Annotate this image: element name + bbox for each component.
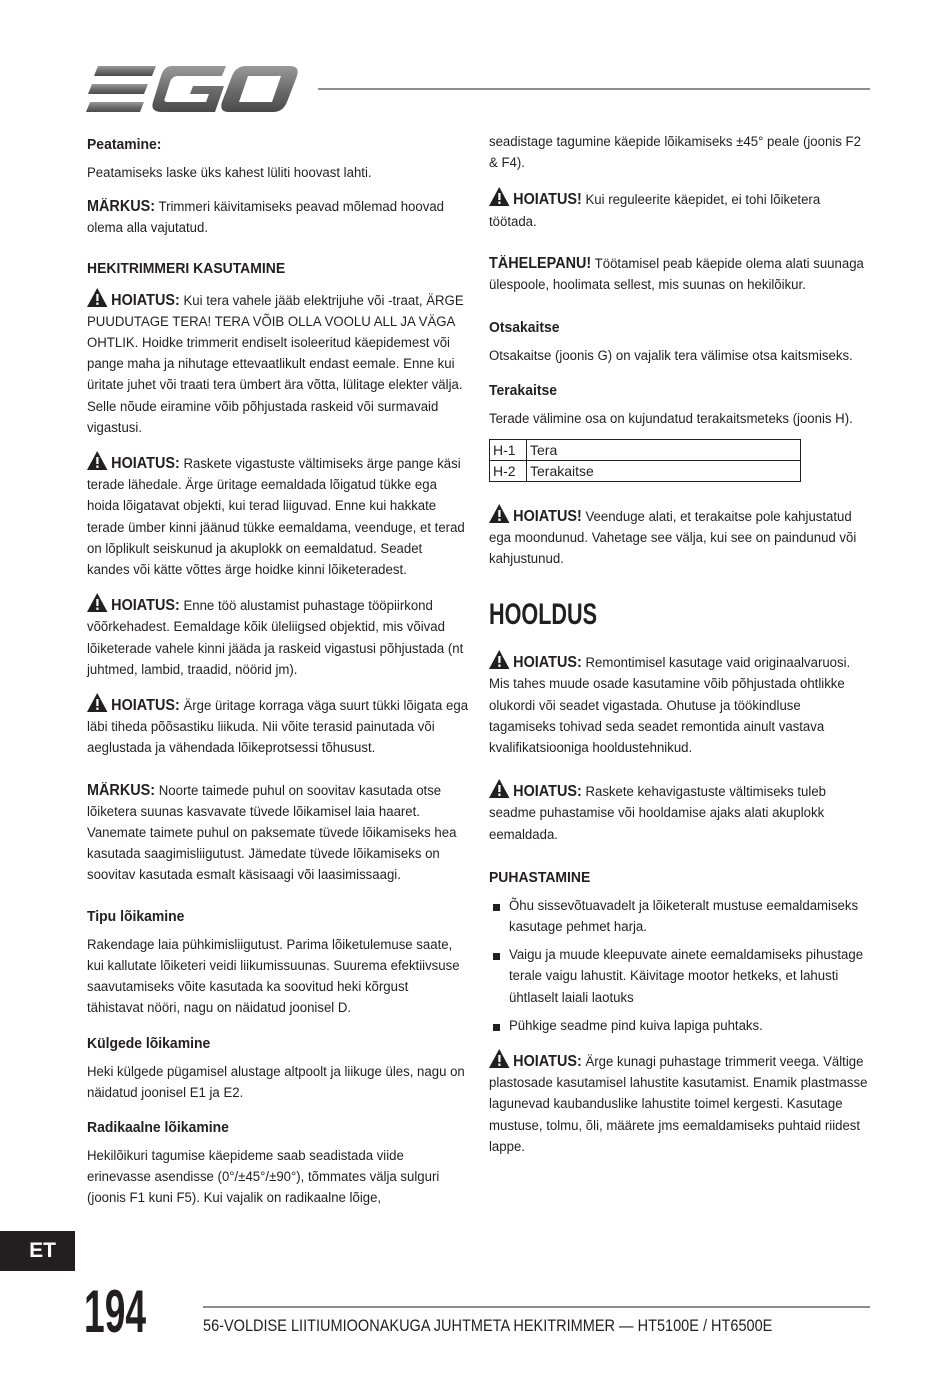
warning-block: HOIATUS: Kui tera vahele jääb elektrijuhe või -traat, ÄRGE PUUDUTAGE TERA! TERA VÕIB OLLA VOOLU ALL JA VÄGA OHTLIK. Hoidke trimmerit endiselt isoleeritud käepidemest või pange maha ja nihutage ettevaatlikult endast eemale. Enne kui üritate juhet või traati tera ümbert ära võtta, lülitage elekter välja. Selle nõude eiramine võib põhjustada raskeid või surmavaid vigastusi. [87, 288, 468, 439]
warning-block: HOIATUS: Raskete vigastuste vältimiseks ärge pange käsi terade lähedale. Ärge üritage eemaldada lõigatud tükke ega hoida lõigatavat objekti, kui terad liiguvad. Enne kui hakkate terade ümber kinni jäänud tükke eemaldama, veenduge, et terad on lõplikult seiskunud ja akuplokk on eemaldatud. Seadet kandes või kätte võttes ärge hoidke kinni lõiketeradest. [87, 451, 468, 581]
part-label: Terakaitse [527, 460, 801, 481]
footer-rule [203, 1306, 870, 1308]
note-block: MÄRKUS: Noorte taimede puhul on soovitav kasutada otse lõiketera suunas kasvavate tüvede lõikamisel laia haaret. Vanemate taimete puhul on paksemate tüvede lõikamiseks hea kasutada saagimisliigutust. Jämedate tüvede lõikamiseks on soovitav kasutada esmalt käsisaagi või laasimissaagi. [87, 781, 457, 884]
bullet-square-icon [493, 1024, 500, 1031]
table-row [490, 460, 801, 481]
warning-icon [489, 504, 509, 523]
maintenance-heading: HOOLDUS [489, 598, 597, 632]
list-item: Pühkige seadme pind kuiva lapiga puhtaks. [489, 1016, 871, 1037]
radical-continued-text: seadistage tagumine käepide lõikamiseks ±45° peale (joonis F2 & F4). [489, 134, 861, 172]
warning-icon [87, 693, 107, 712]
part-code: H-1 [490, 439, 527, 460]
part-code: H-2 [490, 460, 527, 481]
subheading-side: Külgede lõikamine [87, 1034, 211, 1052]
warning-block: HOIATUS: Raskete kehavigastuste vältimiseks tuleb seadme puhastamise või hooldamise ajaks alati akuplokk eemaldada. [489, 779, 870, 846]
tip-guard-text: Otsakaitse (joonis G) on vajalik tera välimise otsa kaitsmiseks. [489, 348, 853, 365]
warning-icon [489, 779, 509, 798]
page-number: 194 [84, 1278, 147, 1345]
warning-icon [87, 288, 107, 307]
part-label: Tera [527, 439, 801, 460]
list-item: Vaigu ja muude kleepuvate ainete eemaldamiseks pihustage terale vaigu lahustit. Käivitage mootor hetkeks, et lahusti ühtlaselt laiali laotuks [489, 945, 871, 1009]
warning-icon [87, 593, 107, 612]
attention-block: TÄHELEPANU! Töötamisel peab käepide olema alati suunaga ülespoole, hoolimata sellest, mis suunas on hekilõikur. [489, 254, 864, 294]
warning-block: HOIATUS! Kui reguleerite käepidet, ei tohi lõiketera töötada. [489, 187, 870, 232]
list-item: Õhu sissevõtuavadelt ja lõiketeralt mustuse eemaldamiseks kasutage pehmet harja. [489, 896, 871, 938]
table-row [490, 439, 801, 460]
warning-block: HOIATUS! Veenduge alati, et terakaitse pole kahjustatud ega moondunud. Vahetage see välja, kui see on paindunud või kahjustunud. [489, 504, 870, 571]
subheading-radical: Radikaalne lõikamine [87, 1118, 229, 1136]
warning-block: HOIATUS: Ärge üritage korraga väga suurt tükki lõigata ega läbi tiheda põõsastiku liikuda. Nii võite terasid painutada või aeglustada ja vähendada lõikeprotsessi tõhusust. [87, 693, 468, 760]
cleaning-list [489, 896, 871, 1037]
note-keyword: MÄRKUS: [87, 781, 156, 799]
stopping-text: Peatamiseks laske üks kahest lüliti hoovast lahti. [87, 165, 372, 181]
stopping-heading: Peatamine: [87, 136, 162, 153]
subheading-blade-guard: Terakaitse [489, 382, 557, 400]
warning-icon [489, 187, 509, 206]
tip-text: Rakendage laia pühkimisliigutust. Parima lõiketulemuse saate, kui kallutate lõiketeri veidi liikumissuunas. Suurema efektiivsuse saavutamiseks võite kasutada ka soovitud heki kõrgust tähistavat nööri, nagu on näidatud joonisel D. [87, 936, 460, 1017]
warning-block: HOIATUS: Enne töö alustamist puhastage tööpiirkond võõrkehadest. Eemaldage kõik üleliigsed objektid, mis võivad lõiketerade vahele kinni jääda ja raskeid vigastusi põhjustada (nt juhtmed, lambid, traadid, nöörid jm). [87, 593, 468, 681]
radical-text: Hekilõikuri tagumise käepideme saab seadistada viide erinevasse asendisse (0°/±45°/±90°), tõmmates välja sulguri (joonis F1 kuni F5). Kui vajalik on radikaalne lõige, [87, 1147, 440, 1207]
section-heading-usage: HEKITRIMMERI KASUTAMINE [87, 259, 286, 277]
bullet-square-icon [493, 904, 500, 911]
warning-icon [489, 1049, 509, 1068]
note-keyword: MÄRKUS: [87, 198, 156, 216]
bullet-square-icon [493, 953, 500, 960]
header-rule [318, 88, 870, 90]
warning-block: HOIATUS: Remontimisel kasutage vaid originaalvaruosi. Mis tahes muude osade kasutamine võib põhjustada ohtlikke olukordi või seadet vigastada. Ohutuse ja töökindluse tagamiseks tohivad seda seadet remontida ainult vastava kvalifikatsiooniga hooldustehnikud. [489, 650, 870, 759]
subheading-tip-guard: Otsakaitse [489, 319, 560, 337]
warning-icon [489, 650, 509, 669]
subheading-tip: Tipu lõikamine [87, 907, 185, 925]
right-column [489, 132, 871, 1158]
warning-icon [87, 451, 107, 470]
section-heading-cleaning: PUHASTAMINE [489, 868, 591, 886]
attention-keyword: TÄHELEPANU! [489, 254, 592, 272]
left-column [87, 132, 469, 1210]
ego-logo [86, 64, 298, 114]
language-tab: ET [0, 1231, 75, 1271]
side-text: Heki külgede pügamisel alustage altpoolt ja liikuge üles, nagu on näidatud joonisel E1 ja E2. [87, 1063, 465, 1101]
footer-title: 56-VOLDISE LIITIUMIOONAKUGA JUHTMETA HEKITRIMMER — HT5100E / HT6500E [203, 1317, 773, 1335]
warning-block: HOIATUS: Ärge kunagi puhastage trimmerit veega. Vältige plastosade kasutamisel lahustite kasutamist. Enamik plastmasse lagunevad kaubanduslike lahustite toimel kergesti. Kasutage mustuse, tolmu, õli, määrete jms eemaldamiseks puhtaid riidest lappe. [489, 1049, 870, 1158]
parts-table [489, 439, 801, 482]
blade-guard-text: Terade välimine osa on kujundatud terakaitsmeteks (joonis H). [489, 411, 853, 428]
note-block: MÄRKUS: Trimmeri käivitamiseks peavad mõlemad hoovad olema alla vajutatud. [87, 198, 444, 237]
